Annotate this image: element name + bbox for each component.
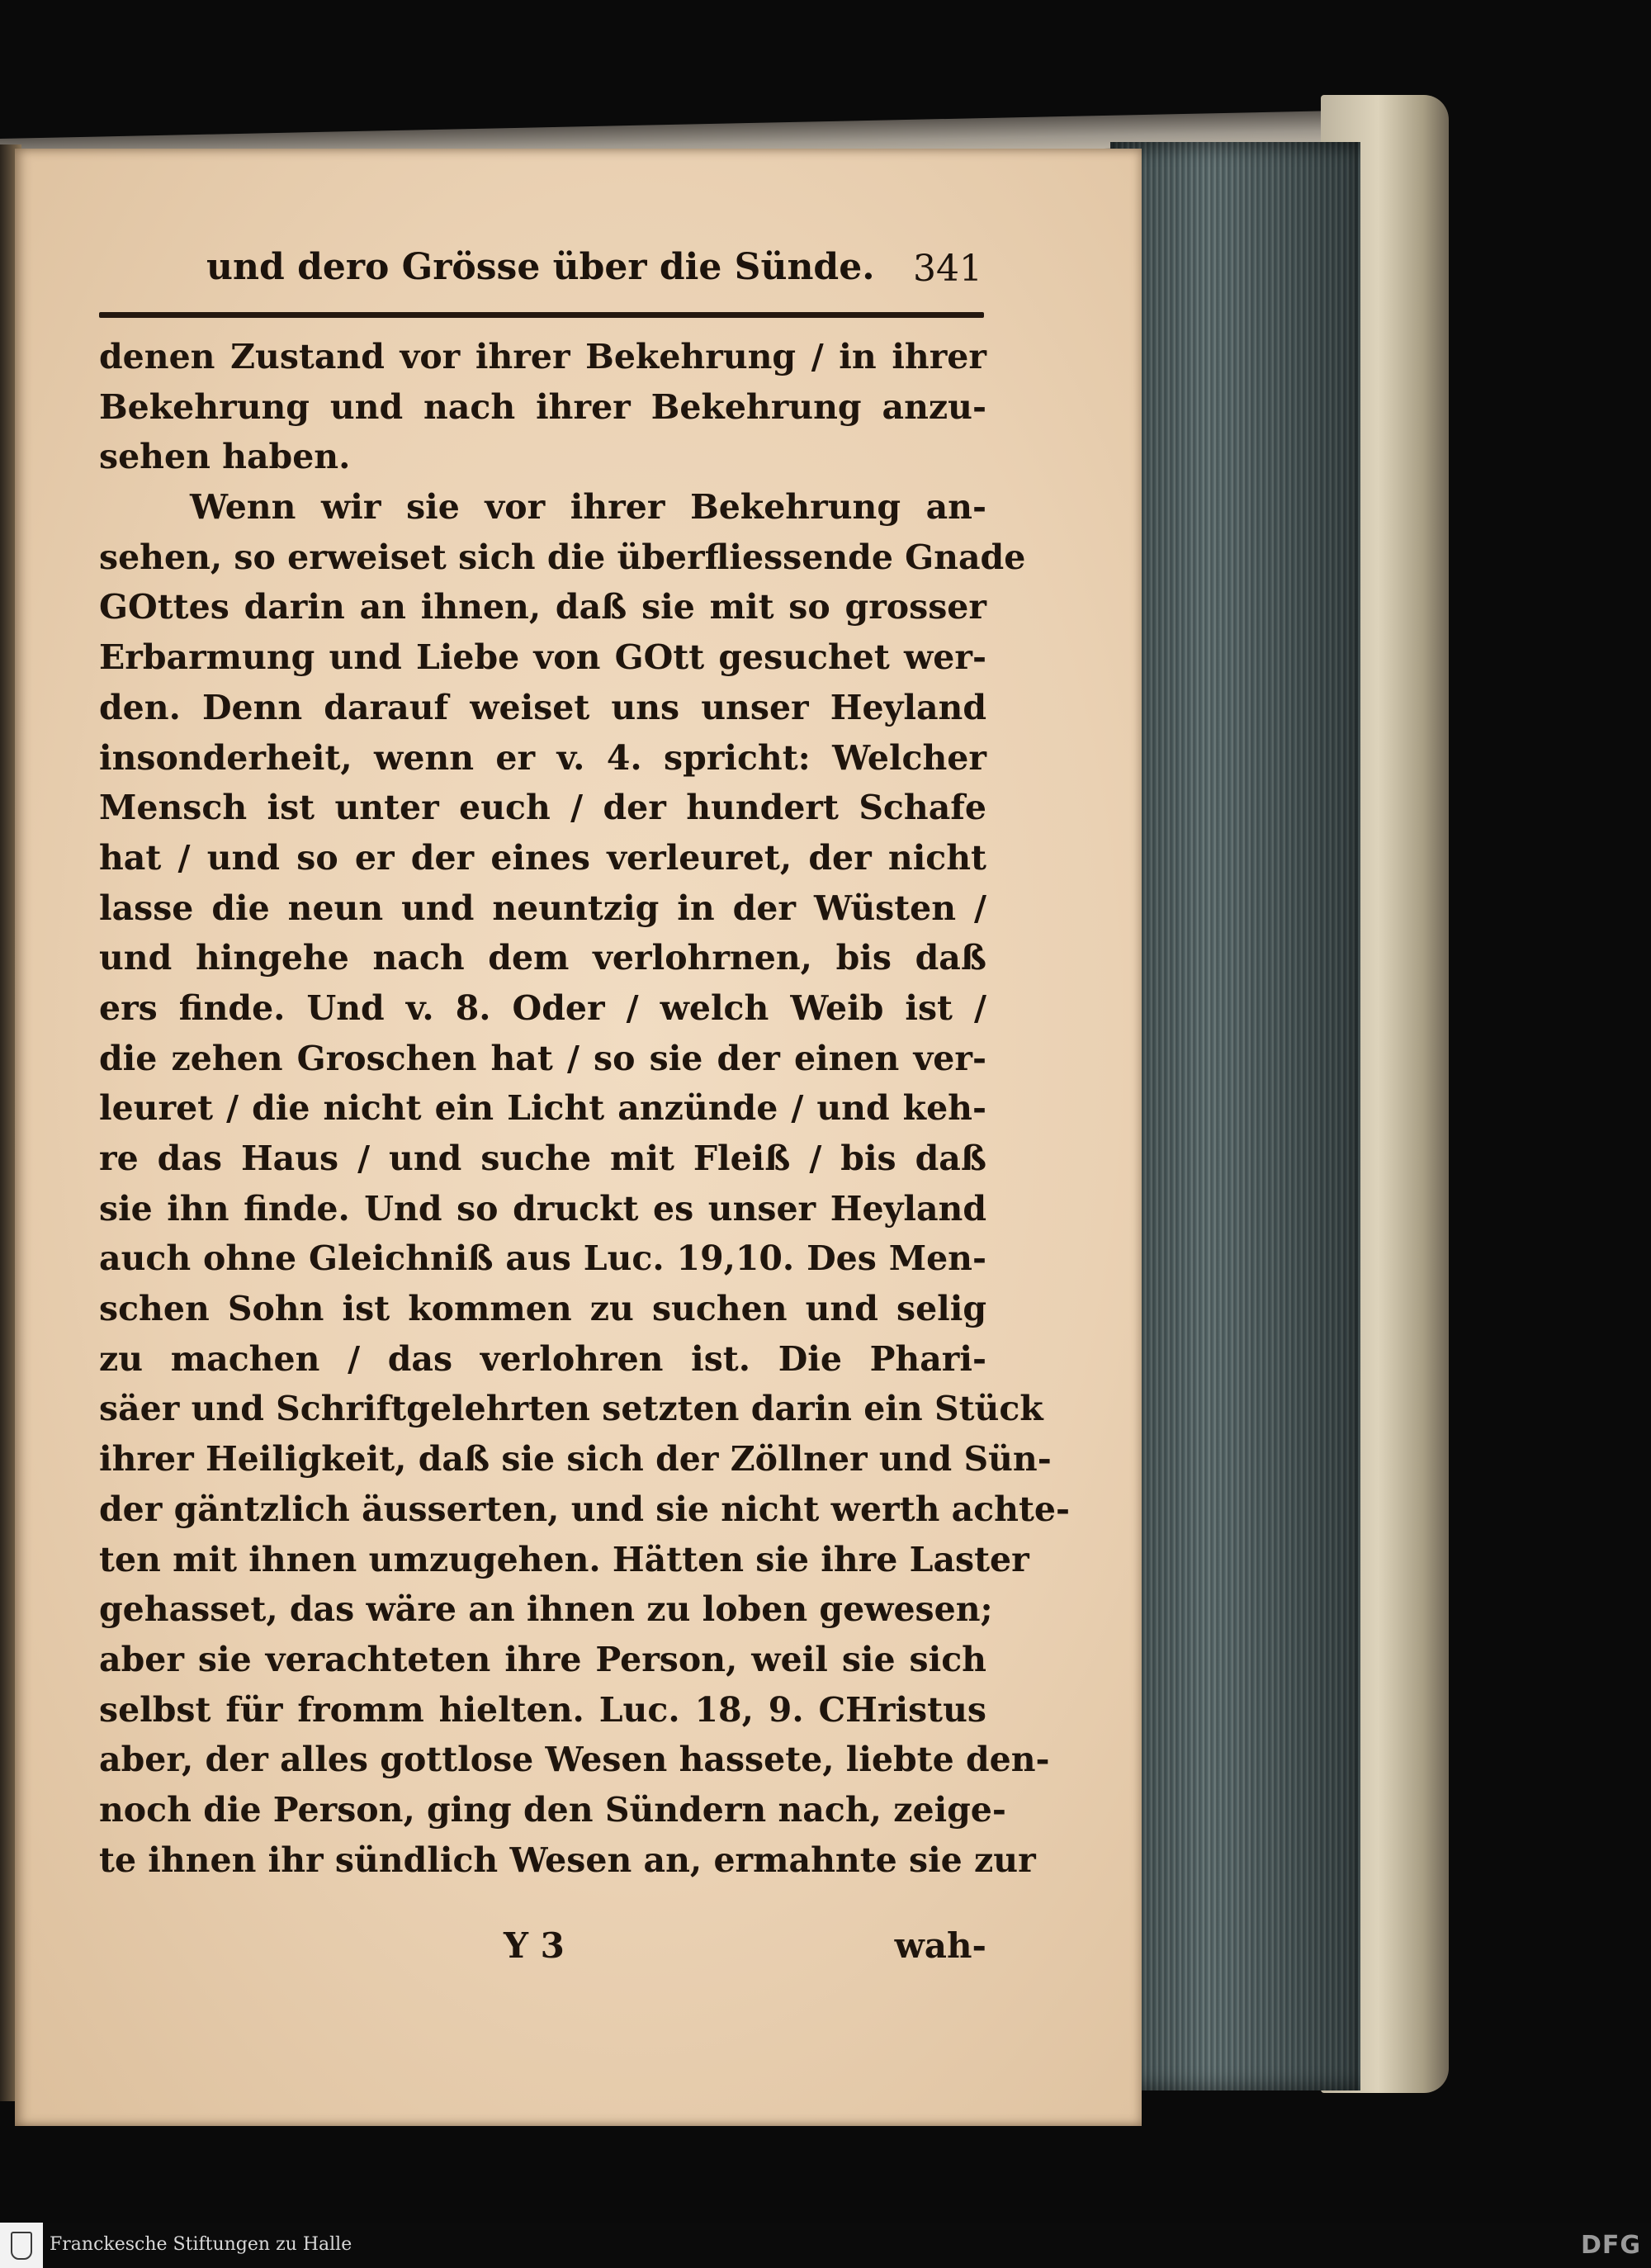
signature-mark: Y 3	[504, 1925, 565, 1966]
text-line: ihrer Heiligkeit, daß sie sich der Zöllner und Sün-	[99, 1439, 1052, 1480]
source-credit: Franckesche Stiftungen zu Halle	[50, 2234, 352, 2255]
page-header	[206, 246, 982, 292]
text-line: säer und Schriftgelehrten setzten darin ein Stück	[99, 1389, 1043, 1429]
library-logo-icon[interactable]	[0, 2223, 43, 2268]
text-line: leuret / die nicht ein Licht anzünde / und keh-	[99, 1088, 986, 1129]
text-line: insonderheit, wenn er v. 4. spricht: Welcher	[99, 737, 986, 778]
text-line: den. Denn darauf weiset uns unser Heyland	[99, 687, 986, 727]
text-line: Mensch ist unter euch / der hundert Schafe	[99, 788, 986, 828]
text-line: Wenn wir sie vor ihrer Bekehrung an-	[190, 487, 986, 528]
header-rule	[99, 312, 984, 318]
text-line: aber, der alles gottlose Wesen hassete, liebte den-	[99, 1740, 1050, 1780]
text-line: zu machen / das verlohren ist. Die Phari-	[99, 1338, 986, 1379]
text-line: ers finde. Und v. 8. Oder / welch Weib ist /	[99, 987, 986, 1028]
text-line: sehen haben.	[99, 437, 351, 477]
page-foot	[99, 1925, 986, 1975]
text-line: denen Zustand vor ihrer Bekehrung / in ihrer	[99, 337, 986, 376]
text-line: re das Haus / und suche mit Fleiß / bis daß	[99, 1139, 986, 1178]
text-line: und hingehe nach dem verlohrnen, bis daß	[99, 938, 986, 978]
text-line: auch ohne Gleichniß aus Luc. 19,10. Des Men-	[99, 1238, 986, 1279]
page-number: 341	[913, 248, 982, 290]
text-line: Bekehrung und nach ihrer Bekehrung anzu-	[99, 386, 986, 427]
running-head: und dero Grösse über die Sünde.	[206, 246, 875, 288]
text-line: noch die Person, ging den Sündern nach, zeige-	[99, 1789, 1006, 1830]
viewer-footer	[0, 2223, 1651, 2268]
text-line: hat / und so er der eines verleuret, der nicht	[99, 837, 986, 878]
text-line: aber sie verachteten ihre Person, weil sie sich	[99, 1639, 986, 1679]
text-line: te ihnen ihr sündlich Wesen an, ermahnte sie zur	[99, 1839, 1036, 1880]
text-line: sie ihn finde. Und so druckt es unser Heyland	[99, 1188, 986, 1229]
page-body-text	[99, 332, 1071, 1885]
catchword: wah-	[894, 1925, 986, 1966]
text-line: Erbarmung und Liebe von GOtt gesuchet wer-	[99, 637, 986, 678]
text-line: lasse die neun und neuntzig in der Wüsten /	[99, 888, 986, 928]
text-line: sehen, so erweiset sich die überfliessende Gnade	[99, 537, 1026, 577]
text-line: der gäntzlich äusserten, und sie nicht werth achte-	[99, 1489, 1071, 1529]
text-line: gehasset, das wäre an ihnen zu loben gewesen;	[99, 1589, 993, 1630]
text-line: ten mit ihnen umzugehen. Hätten sie ihre Laster	[99, 1539, 1029, 1579]
text-line: selbst für fromm hielten. Luc. 18, 9. CHristus	[99, 1689, 986, 1730]
page-block-shade	[1110, 142, 1358, 2090]
text-line: GOttes darin an ihnen, daß sie mit so grosser	[99, 587, 986, 627]
text-line: die zehen Groschen hat / so sie der einen ver-	[99, 1038, 986, 1078]
dfg-logo: DFG	[1580, 2231, 1641, 2260]
text-line: schen Sohn ist kommen zu suchen und selig	[99, 1289, 986, 1329]
